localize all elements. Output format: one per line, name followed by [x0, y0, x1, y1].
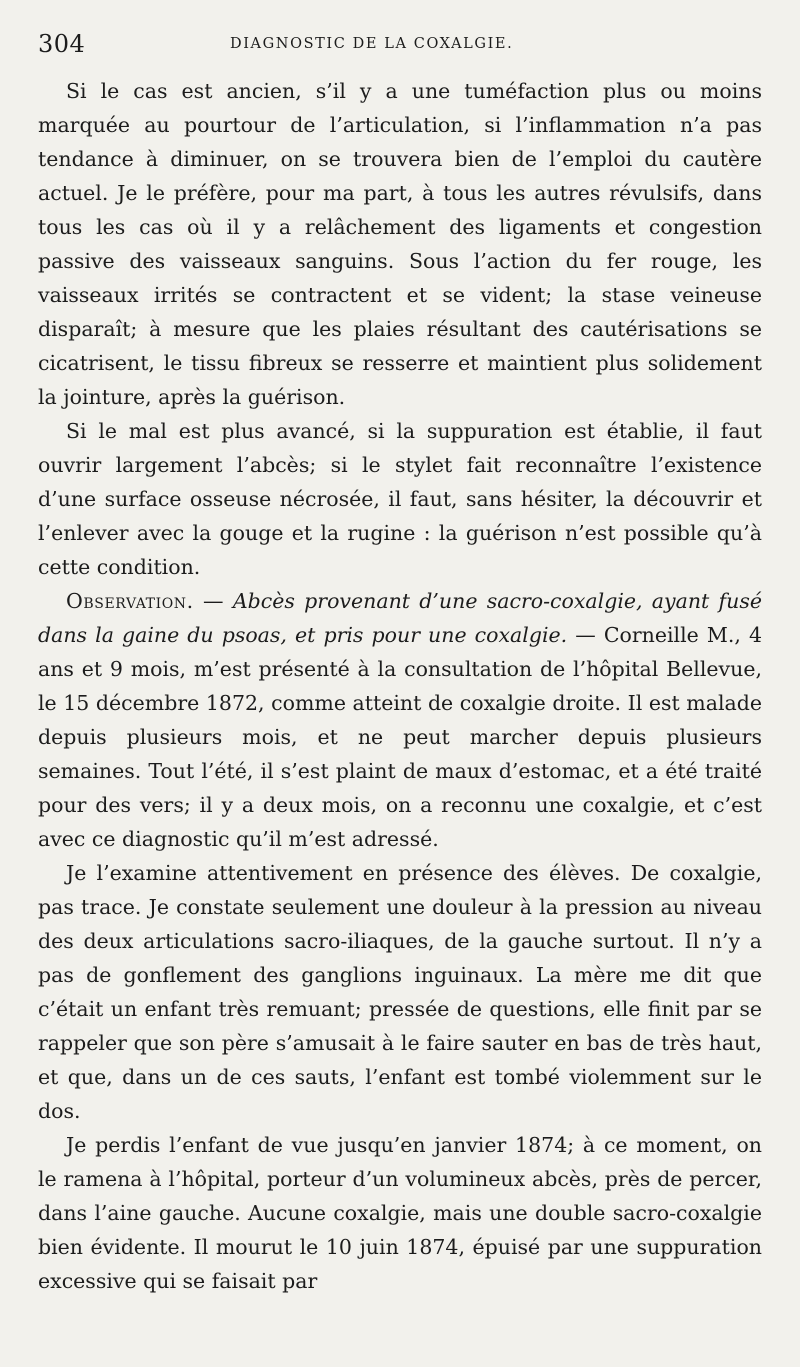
observation-label: Observation.: [66, 589, 194, 613]
page-number: 304: [38, 30, 86, 58]
paragraph-suppuration: Si le mal est plus avancé, si la suppuration est établie, il faut ouvrir largement l’abcès; si le stylet fait reconnaître l’existence d’une surface osseuse nécrosée, il faut, sans hésiter, la découvrir et l’enlever avec la gouge et la rugine : la guérison n’est possible qu’à cette condition.: [38, 419, 762, 579]
body-text: [38, 74, 762, 1298]
paragraph-cautery: Si le cas est ancien, s’il y a une tuméfaction plus ou moins marquée au pourtour de l’articulation, si l’inflammation n’a pas tendance à diminuer, on se trouvera bien de l’emploi du cautère actuel. Je le préfère, pour ma part, à tous les autres révulsifs, dans tous les cas où il y a relâchement des ligaments et congestion passive des vaisseaux sanguins. Sous l’action du fer rouge, les vaisseaux irrités se contractent et se vident; la stase veineuse disparaît; à mesure que les plaies résultant des cautérisations se cicatrisent, le tissu fibreux se resserre et maintient plus solidement la jointure, après la guérison.: [38, 79, 762, 409]
observation-text: — Corneille M., 4 ans et 9 mois, m’est présenté à la consultation de l’hôpital Bellevue, le 15 décembre 1872, comme atteint de coxalgie droite. Il est malade depuis plusieurs mois, et ne peut marcher depuis plusieurs semaines. Tout l’été, il s’est plaint de maux d’estomac, et a été traité pour des vers; il y a deux mois, on a reconnu une coxalgie, et c’est avec ce diagnostic qu’il m’est adressé.: [38, 623, 762, 851]
page-header: [38, 30, 762, 64]
running-title: DIAGNOSTIC DE LA COXALGIE.: [230, 36, 514, 52]
paragraph-examination: Je l’examine attentivement en présence des élèves. De coxalgie, pas trace. Je constate seulement une douleur à la pression au niveau des deux articulations sacro-iliaques, de la gauche surtout. Il n’y a pas de gonflement des ganglions inguinaux. La mère me dit que c’était un enfant très remuant; pressée de questions, elle finit par se rappeler que son père s’amusait à le faire sauter en bas de très haut, et que, dans un de ces sauts, l’enfant est tombé violemment sur le dos.: [38, 861, 762, 1123]
observation-title: Abcès provenant d’une sacro-coxalgie, ayant fusé dans la gaine du psoas, et pris pour une coxalgie.: [38, 589, 762, 647]
observation-dash: —: [193, 589, 233, 613]
observation-paragraph: [38, 584, 762, 856]
paragraph-outcome: Je perdis l’enfant de vue jusqu’en janvier 1874; à ce moment, on le ramena à l’hôpital, porteur d’un volumineux abcès, près de percer, dans l’aine gauche. Aucune coxalgie, mais une double sacro-coxalgie bien évidente. Il mourut le 10 juin 1874, épuisé par une suppuration excessive qui se faisait par: [38, 1133, 762, 1293]
